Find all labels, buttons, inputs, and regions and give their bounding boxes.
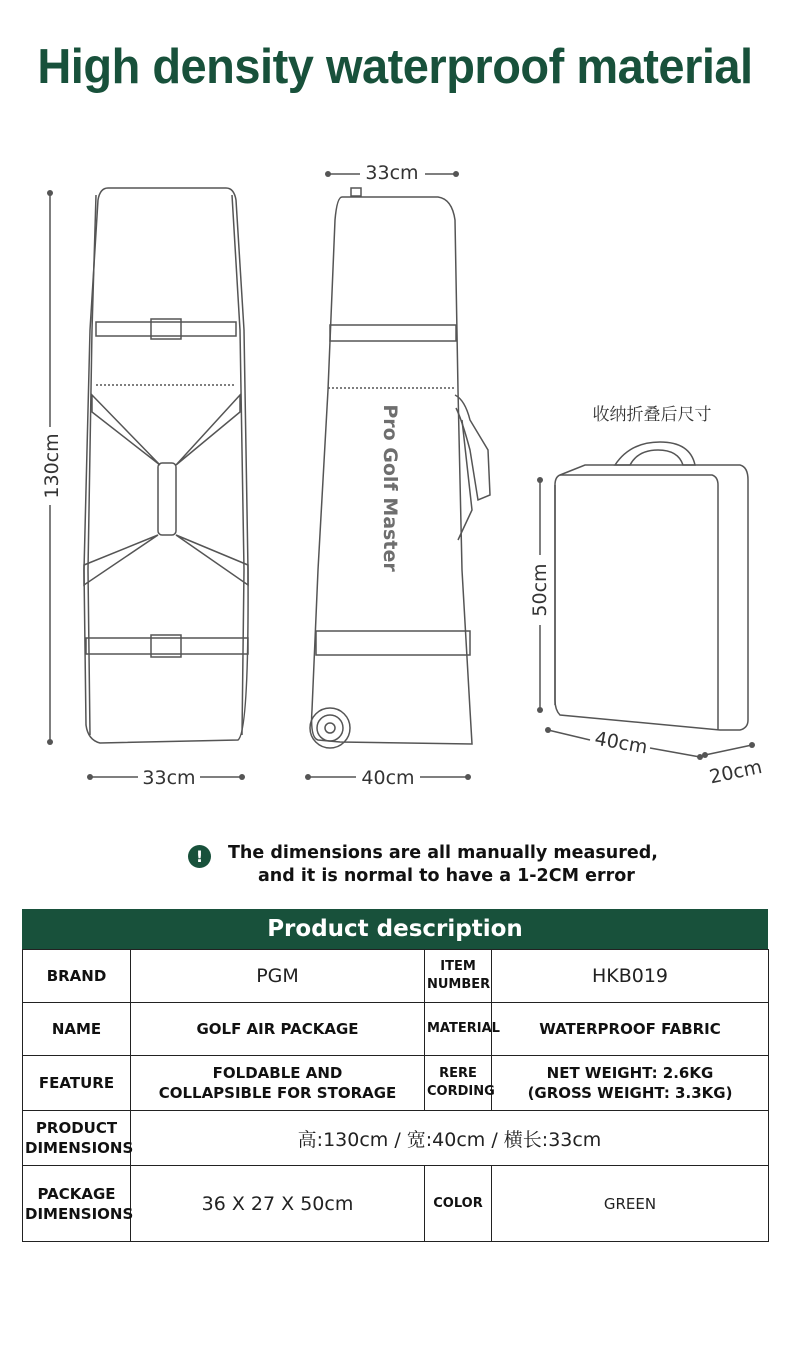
name-value: GOLF AIR PACKAGE xyxy=(131,1003,425,1056)
feature-value: FOLDABLE AND COLLAPSIBLE FOR STORAGE xyxy=(131,1056,425,1111)
table-row xyxy=(23,1003,769,1056)
headline: High density waterproof material xyxy=(37,37,753,94)
material-label: MATERIAL xyxy=(425,1003,492,1056)
brand-value: PGM xyxy=(131,950,425,1003)
table-row xyxy=(23,1056,769,1111)
product-dimensions-label: PRODUCT DIMENSIONS xyxy=(23,1111,131,1166)
color-label: COLOR xyxy=(425,1166,492,1242)
bag-front-height-label: 130cm xyxy=(41,433,63,499)
folded-height-label: 50cm xyxy=(529,563,551,617)
product-dimensions-value: 高:130cm / 宽:40cm / 横长:33cm xyxy=(131,1111,769,1166)
bag-side-width-label: 40cm xyxy=(361,767,415,789)
bag-front-view xyxy=(84,188,248,743)
table-title: Product description xyxy=(22,909,768,950)
folded-caption: 收纳折叠后尺寸 xyxy=(592,405,712,425)
item-number-label: ITEM NUMBER xyxy=(425,950,492,1003)
name-label: NAME xyxy=(23,1003,131,1056)
bag-brand-text: Pro Golf Master xyxy=(379,404,401,572)
table-row xyxy=(23,950,769,1003)
bag-side-top-width-label: 33cm xyxy=(365,162,419,184)
table-row xyxy=(23,1166,769,1242)
brand-label: BRAND xyxy=(23,950,131,1003)
folded-length-label: 40cm xyxy=(592,727,650,759)
recording-label: RERE CORDING xyxy=(425,1056,492,1111)
bag-folded-view xyxy=(555,442,748,730)
feature-label: FEATURE xyxy=(23,1056,131,1111)
package-dimensions-value: 36 X 27 X 50cm xyxy=(131,1166,425,1242)
exclamation-icon: ! xyxy=(188,845,211,868)
color-value: GREEN xyxy=(492,1166,769,1242)
package-dimensions-label: PACKAGE DIMENSIONS xyxy=(23,1166,131,1242)
notice-line-2: and it is normal to have a 1-2CM error xyxy=(258,866,635,886)
notice-line-1: The dimensions are all manually measured, xyxy=(228,843,658,863)
product-spec-table xyxy=(22,949,769,1242)
dimension-diagram xyxy=(0,150,790,800)
material-value: WATERPROOF FABRIC xyxy=(492,1003,769,1056)
item-number-value: HKB019 xyxy=(492,950,769,1003)
table-row xyxy=(23,1111,769,1166)
folded-depth-label: 20cm xyxy=(707,755,765,789)
bag-front-width-label: 33cm xyxy=(142,767,196,789)
weight-value: NET WEIGHT: 2.6KG (GROSS WEIGHT: 3.3KG) xyxy=(492,1056,769,1111)
